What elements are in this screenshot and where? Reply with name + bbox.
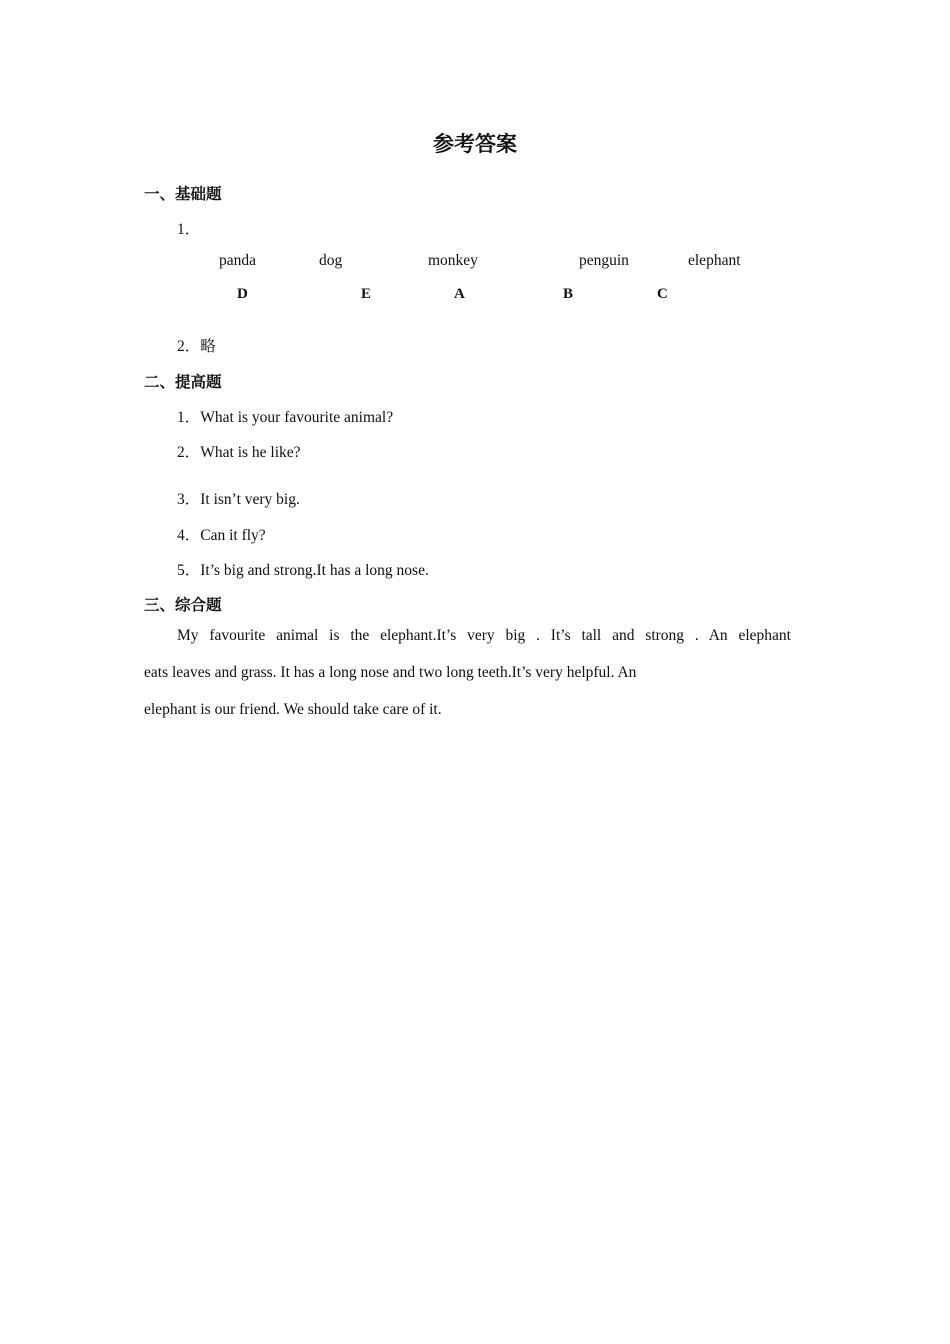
animal-word-penguin: penguin [579,252,629,269]
advanced-item-5: 5．It’s big and strong.It has a long nose. [177,562,429,579]
section-heading-comprehensive: 三、综合题 [144,597,222,614]
advanced-item-4: 4．Can it fly? [177,527,266,544]
essay-line-1: My favourite animal is the elephant.It’s very big . It’s tall and strong . An elephant [177,627,791,644]
advanced-item-2: 2．What is he like? [177,444,301,461]
answer-letter-c: C [657,286,668,302]
answer-letter-a: A [454,286,465,302]
page-title: 参考答案 [433,132,517,156]
section-heading-advanced: 二、提高题 [144,374,222,391]
answer-letter-b: B [563,286,574,302]
question-2-answer: 2．略 [177,338,216,355]
question-1-number: 1． [177,221,201,238]
essay-line-2: eats leaves and grass. It has a long nose and two long teeth.It’s very helpful. An [144,664,637,681]
animal-word-monkey: monkey [428,252,478,269]
answer-letter-e: E [361,286,372,302]
advanced-item-3: 3．It isn’t very big. [177,491,300,508]
animal-word-elephant: elephant [688,252,741,269]
animal-word-panda: panda [219,252,257,269]
answer-letter-d: D [237,286,248,302]
animal-word-dog: dog [319,252,343,269]
section-heading-basic: 一、基础题 [144,186,222,203]
advanced-item-1: 1．What is your favourite animal? [177,409,394,426]
essay-line-3: elephant is our friend. We should take care of it. [144,701,442,718]
